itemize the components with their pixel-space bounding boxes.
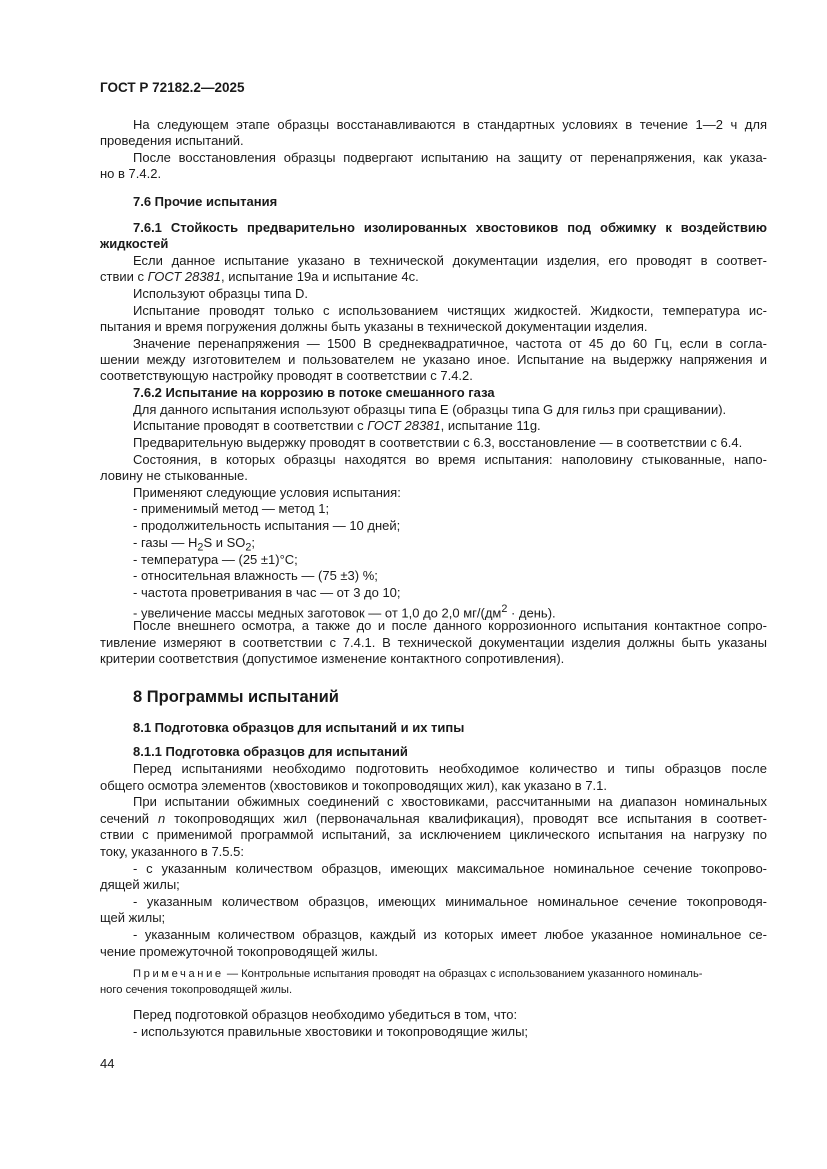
standard-reference: ГОСТ 28381 bbox=[367, 418, 441, 433]
list-item: - температура — (25 ±1)°С; bbox=[133, 552, 298, 567]
list-item-cont: чение промежуточной токопроводящей жилы. bbox=[100, 944, 379, 959]
section-heading-7-6: 7.6 Прочие испытания bbox=[133, 194, 278, 209]
document-header: ГОСТ Р 72182.2—2025 bbox=[100, 80, 245, 95]
paragraph-line: Состояния, в которых образцы находятся во время испытания: наполовину стыкованные, напо- bbox=[133, 452, 767, 467]
paragraph-line: Перед испытаниями необходимо подготовить необходимое количество и типы образцов после bbox=[133, 761, 767, 776]
paragraph-line: ствии с ГОСТ 28381, испытание 19а и испытание 4с. bbox=[100, 269, 419, 284]
list-item: - относительная влажность — (75 ±3) %; bbox=[133, 568, 378, 583]
paragraph-line: току, указанного в 7.5.5: bbox=[100, 844, 244, 859]
paragraph-line: критерии соответствия (допустимое изменение контактного сопротивления). bbox=[100, 651, 565, 666]
section-heading-8-1-1: 8.1.1 Подготовка образцов для испытаний bbox=[133, 744, 408, 759]
section-heading-7-6-1-cont: жидкостей bbox=[100, 236, 169, 251]
paragraph-line: Значение перенапряжения — 1500 В среднеквадратичное, частота от 45 до 60 Гц, если в согла- bbox=[133, 336, 767, 351]
note-cont: ного сечения токопроводящей жилы. bbox=[100, 984, 293, 996]
paragraph-line: ствии с применимой программой испытаний, за исключением циклического испытания на нагрузку по bbox=[100, 827, 767, 842]
list-item: - используются правильные хвостовики и токопроводящие жилы; bbox=[133, 1024, 529, 1039]
list-item: - указанным количеством образцов, имеющих минимальное номинальное сечение токопроводя- bbox=[133, 894, 767, 909]
list-item: - газы — $H_2S$ и $SO_2$; bbox=[133, 535, 256, 554]
paragraph-line: пытания и время погружения должны быть указаны в технической документации изделия. bbox=[100, 319, 648, 334]
paragraph-line: ловину не стыкованные. bbox=[100, 468, 248, 483]
section-heading-7-6-2: 7.6.2 Испытание на коррозию в потоке смешанного газа bbox=[133, 385, 495, 400]
list-item: - с указанным количеством образцов, имеющих максимальное номинальное сечение токопрово- bbox=[133, 861, 767, 876]
note-label: Примечание bbox=[133, 968, 224, 980]
paragraph-line: Испытание проводят в соответствии с ГОСТ 28381, испытание 11g. bbox=[133, 418, 541, 433]
paragraph-line: Применяют следующие условия испытания: bbox=[133, 485, 401, 500]
list-item: - применимый метод — метод 1; bbox=[133, 501, 330, 516]
paragraph-line: Если данное испытание указано в технической документации изделия, его проводят в соответ- bbox=[133, 253, 767, 268]
paragraph-line: Испытание проводят только с использованием чистящих жидкостей. Жидкости, температура ис- bbox=[133, 303, 767, 318]
section-heading-7-6-1: 7.6.1 Стойкость предварительно изолированных хвостовиков под обжимку к воздействию bbox=[133, 220, 767, 235]
paragraph-line: Используют образцы типа D. bbox=[133, 286, 308, 301]
list-item: - указанным количеством образцов, каждый из которых имеет любое указанное номинальное се- bbox=[133, 927, 767, 942]
list-item-cont: дящей жилы; bbox=[100, 877, 180, 892]
paragraph-line: общего осмотра элементов (хвостовиков и токопроводящих жил), как указано в 7.1. bbox=[100, 778, 608, 793]
paragraph-line: Для данного испытания используют образцы типа Е (образцы типа G для гильз при сращивании). bbox=[133, 402, 727, 417]
page-number: 44 bbox=[100, 1056, 115, 1071]
note: Примечание — Контрольные испытания проводят на образцах с использованием указанного номиналь- bbox=[133, 968, 703, 980]
list-item-cont: щей жилы; bbox=[100, 910, 166, 925]
list-item: - частота проветривания в час — от 3 до 10; bbox=[133, 585, 401, 600]
paragraph-line: После внешнего осмотра, а также до и после данного коррозионного испытания контактное сопро- bbox=[133, 618, 767, 633]
list-item: - продолжительность испытания — 10 дней; bbox=[133, 518, 401, 533]
section-heading-8-1: 8.1 Подготовка образцов для испытаний и их типы bbox=[133, 720, 465, 735]
paragraph-line: тивление измеряют в соответствии с 7.4.1. В технической документации изделия должны быть указаны bbox=[100, 635, 767, 650]
paragraph-line: сечений n токопроводящих жил (первоначальная квалификация), проводят все испытания в соответ- bbox=[100, 811, 767, 826]
list-item: - увеличение массы медных заготовок — от 1,0 до 2,0 $мг/(дм^2$ · день). bbox=[133, 603, 556, 621]
paragraph-line: соответствующую настройку проводят в соответствии с 7.4.2. bbox=[100, 368, 473, 383]
paragraph-line: После восстановления образцы подвергают испытанию на защиту от перенапряжения, как указа- bbox=[133, 150, 767, 165]
paragraph-line: но в 7.4.2. bbox=[100, 166, 162, 181]
paragraph-line: На следующем этапе образцы восстанавливаются в стандартных условиях в течение 1—2 ч для bbox=[133, 117, 767, 132]
paragraph-line: При испытании обжимных соединений с хвостовиками, рассчитанными на диапазон номинальных bbox=[133, 794, 767, 809]
section-heading-8: 8 Программы испытаний bbox=[133, 688, 339, 706]
paragraph-line: Перед подготовкой образцов необходимо убедиться в том, что: bbox=[133, 1007, 518, 1022]
paragraph-line: проведения испытаний. bbox=[100, 133, 244, 148]
paragraph-line: шении между изготовителем и пользователем не указано иное. Испытание на выдержку напряжения и bbox=[100, 352, 767, 367]
paragraph-line: Предварительную выдержку проводят в соответствии с 6.3, восстановление — в соответствии с 6.4. bbox=[133, 435, 743, 450]
standard-reference: ГОСТ 28381 bbox=[147, 269, 222, 284]
